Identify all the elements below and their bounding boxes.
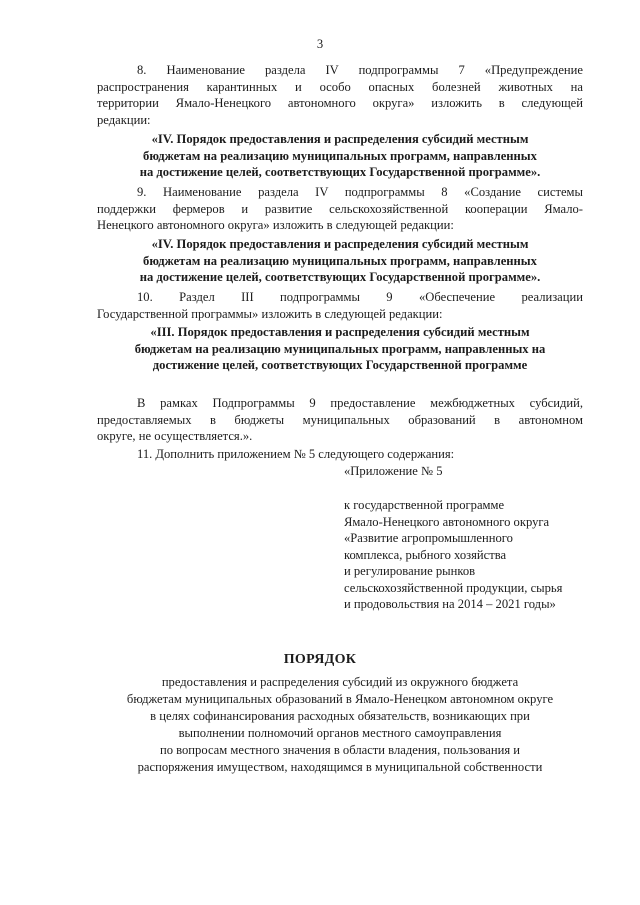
- item-8-line: 8. Наименование раздела IV подпрограммы 7 «Предупреждение: [137, 63, 583, 77]
- appendix-line: сельскохозяйственной продукции, сырья: [344, 580, 563, 595]
- subtitle-line: распоряжения имуществом, находящимся в муниципальной собственности: [137, 760, 543, 774]
- appendix-line: и регулирование рынков: [344, 564, 476, 578]
- item-8-heading: [97, 131, 583, 181]
- appendix-line: Ямало-Ненецкого автономного округа: [344, 514, 550, 529]
- subtitle-line: бюджетам муниципальных образований в Ямало-Ненецком автономном округе: [126, 692, 554, 706]
- heading-line: «III. Порядок предоставления и распределения субсидий местным: [150, 325, 530, 339]
- item-8-line: территории Ямало-Ненецкого автономного округа» изложить в следующей: [97, 96, 583, 110]
- heading-line: «IV. Порядок предоставления и распределения субсидий местным: [151, 237, 529, 251]
- heading-line: бюджетам на реализацию муниципальных программ, направленных на: [134, 341, 546, 356]
- appendix-block: [344, 497, 614, 613]
- order-title: ПОРЯДОК: [283, 652, 357, 667]
- heading-line: бюджетам на реализацию муниципальных программ, направленных: [143, 253, 537, 268]
- heading-line: достижение целей, соответствующих Государственной программе: [152, 358, 528, 372]
- item-11-paragraph: [97, 446, 583, 463]
- item-8-line: распространения карантинных и особо опасных болезней животных на: [97, 79, 583, 94]
- appendix-line: к государственной программе: [344, 498, 505, 512]
- item-9-line: поддержки фермеров и развитие сельскохозяйственной кооперации Ямало-: [97, 201, 583, 216]
- appendix-line: комплекса, рыбного хозяйства: [344, 547, 507, 562]
- appendix-line: и продовольствия на 2014 – 2021 годы»: [344, 597, 556, 611]
- item-10-heading: [97, 324, 583, 374]
- item-11-line: 11. Дополнить приложением № 5 следующего содержания:: [137, 447, 455, 461]
- heading-line: на достижение целей, соответствующих Государственной программе».: [139, 165, 541, 179]
- item-8-line: редакции:: [97, 112, 151, 127]
- item-8-paragraph: [97, 62, 583, 128]
- item-10-line: 10. Раздел III подпрограммы 9 «Обеспечение реализации: [137, 290, 583, 304]
- heading-line: на достижение целей, соответствующих Государственной программе».: [139, 270, 541, 284]
- heading-line: бюджетам на реализацию муниципальных программ, направленных: [143, 148, 537, 163]
- item-9-line: Ненецкого автономного округа» изложить в следующей редакции:: [97, 218, 454, 232]
- item-10-body: [97, 395, 583, 445]
- item-9-paragraph: [97, 184, 583, 234]
- item-9-line: 9. Наименование раздела IV подпрограммы 8 «Создание системы: [137, 185, 583, 199]
- body-line: округе, не осуществляется.».: [97, 429, 253, 443]
- subtitle-line: в целях софинансирования расходных обязательств, возникающих при: [150, 709, 530, 723]
- appendix-title: «Приложение № 5: [344, 464, 443, 478]
- page-number: 3: [316, 37, 324, 51]
- body-line: предоставляемых в бюджеты муниципальных образований в автономном: [97, 412, 583, 427]
- order-subtitle: [60, 674, 620, 776]
- subtitle-line: выполнении полномочий органов местного самоуправления: [178, 726, 502, 740]
- item-9-heading: [97, 236, 583, 286]
- item-10-line: Государственной программы» изложить в следующей редакции:: [97, 306, 443, 321]
- heading-line: «IV. Порядок предоставления и распределения субсидий местным: [151, 132, 529, 146]
- subtitle-line: предоставления и распределения субсидий из окружного бюджета: [161, 675, 519, 689]
- appendix-line: «Развитие агропромышленного: [344, 531, 513, 545]
- subtitle-line: по вопросам местного значения в области владения, пользования и: [159, 743, 521, 757]
- item-10-paragraph: [97, 289, 583, 322]
- body-line: В рамках Подпрограммы 9 предоставление межбюджетных субсидий,: [137, 396, 583, 410]
